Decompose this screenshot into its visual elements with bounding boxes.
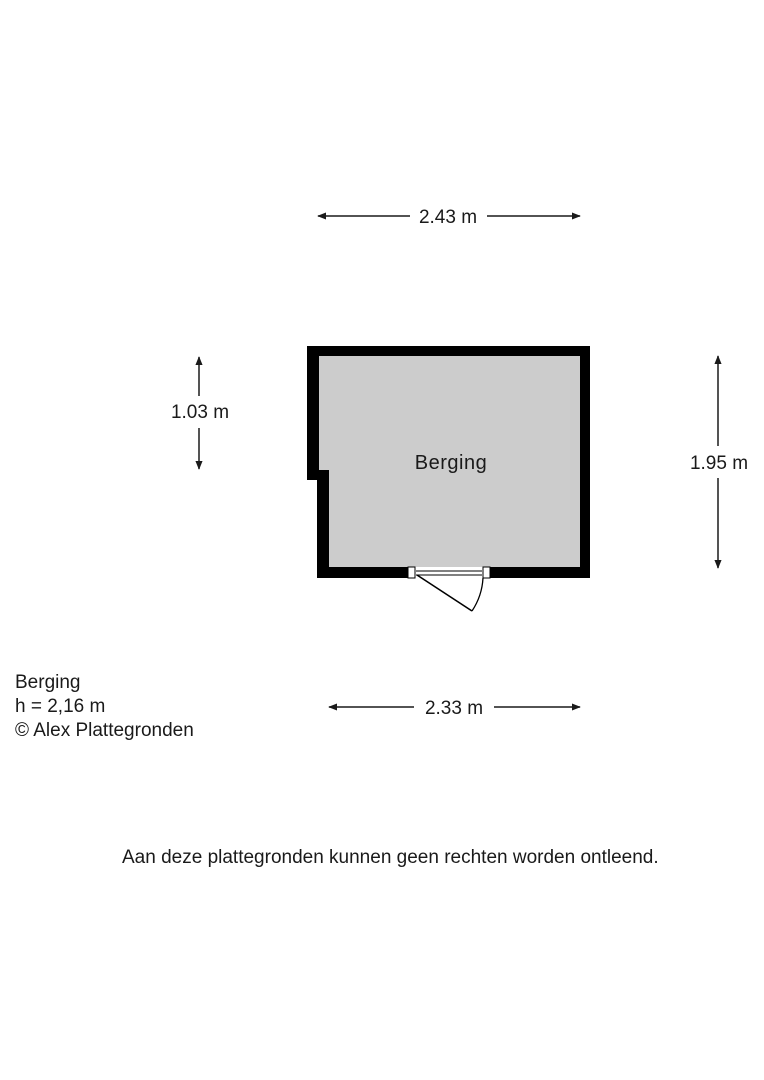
dimension-left-height [171, 357, 229, 469]
legend [15, 671, 194, 743]
door-jamb-left [408, 567, 415, 578]
door-swing-arc [472, 578, 483, 611]
room-label: Berging [414, 452, 488, 474]
dimension-label-right: 1.95 m [689, 453, 749, 474]
disclaimer: Aan deze plattegronden kunnen geen rechten worden ontleend. [122, 847, 659, 868]
dimension-label-left: 1.03 m [170, 402, 230, 423]
legend-copyright: © Alex Plattegronden [15, 720, 194, 741]
dimension-label-top: 2.43 m [418, 207, 478, 228]
dimension-label-bottom: 2.33 m [424, 698, 484, 719]
door-jamb-right [483, 567, 490, 578]
dimension-top-width [318, 207, 580, 228]
door [408, 567, 490, 611]
door-leaf [417, 575, 472, 611]
legend-ceiling-height: h = 2,16 m [15, 696, 106, 717]
room-berging [307, 346, 590, 611]
dimension-right-height [690, 356, 748, 568]
legend-room-name: Berging [15, 672, 81, 693]
dimension-bottom-width [329, 698, 580, 719]
